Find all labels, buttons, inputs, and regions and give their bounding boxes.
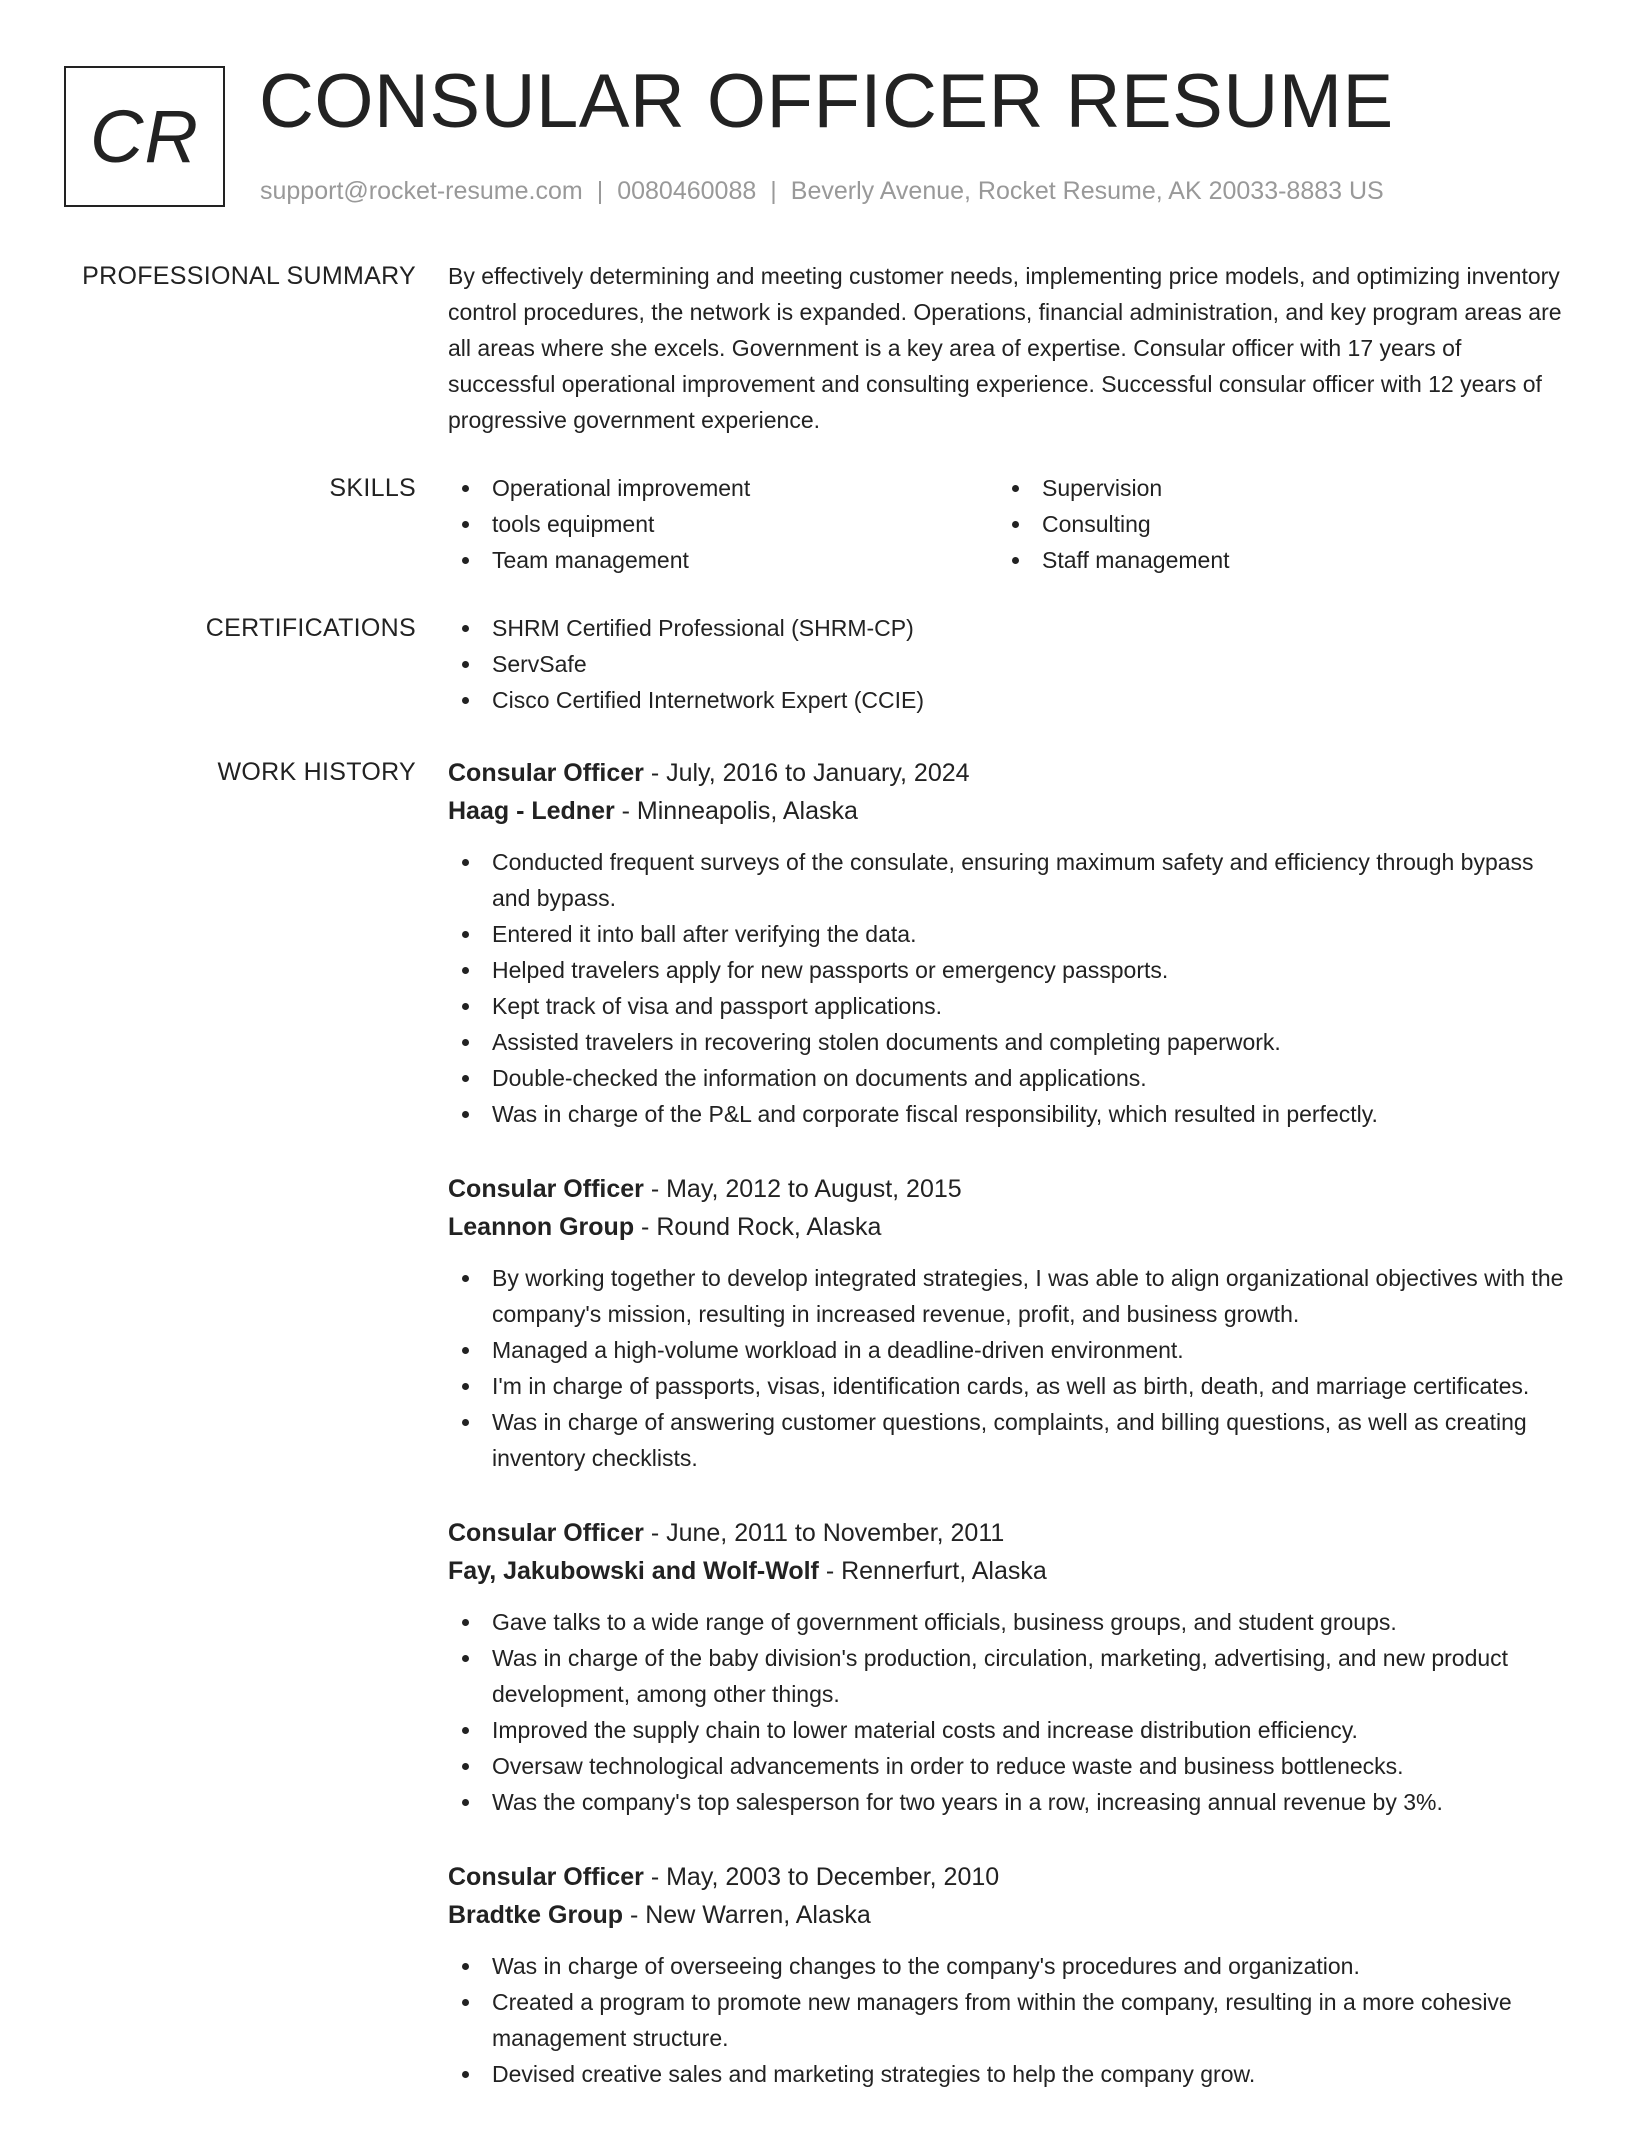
job-company-line [448, 1208, 1568, 1246]
job-bullet: By working together to develop integrated strategies, I was able to align organizational objectives with the company's mission, resulting in increased revenue, profit, and business growth. [448, 1260, 1568, 1332]
job-title-line [448, 1858, 1568, 1896]
job-dates: - May, 2003 to December, 2010 [643, 1863, 1000, 1891]
job-title-line [448, 1514, 1568, 1552]
job-company: Leannon Group [448, 1213, 635, 1241]
job-company: Haag - Ledner [448, 797, 615, 825]
job-dates: - June, 2011 to November, 2011 [643, 1519, 1005, 1547]
job-bullet: Was the company's top salesperson for two years in a row, increasing annual revenue by 3%. [448, 1784, 1568, 1820]
job-company-line [448, 792, 1568, 830]
job-bullet: Kept track of visa and passport applications. [448, 988, 1568, 1024]
job-bullet: Improved the supply chain to lower material costs and increase distribution efficiency. [448, 1712, 1568, 1748]
job-company-line [448, 1552, 1568, 1590]
job-bullet: Managed a high-volume workload in a deadline-driven environment. [448, 1332, 1568, 1368]
job-company: Fay, Jakubowski and Wolf-Wolf [448, 1557, 819, 1585]
skill-item: Team management [448, 542, 998, 578]
skills-label: SKILLS [329, 474, 416, 502]
job-title: Consular Officer [448, 1863, 644, 1891]
skills-column-left [448, 470, 998, 578]
contact-email: support@rocket-resume.com [260, 177, 583, 205]
job-title-line [448, 754, 1568, 792]
work-history-label: WORK HISTORY [217, 758, 416, 786]
summary-label: PROFESSIONAL SUMMARY [82, 262, 416, 290]
job-bullet: Helped travelers apply for new passports or emergency passports. [448, 952, 1568, 988]
job-bullet: Conducted frequent surveys of the consulate, ensuring maximum safety and efficiency through bypass and bypass. [448, 844, 1568, 916]
job-entry [448, 1514, 1568, 1820]
job-bullet: Created a program to promote new managers from within the company, resulting in a more cohesive management structure. [448, 1984, 1568, 2056]
job-title: Consular Officer [448, 1175, 644, 1203]
skill-item: Consulting [998, 506, 1548, 542]
job-bullet: Was in charge of the baby division's production, circulation, marketing, advertising, and new product development, among other things. [448, 1640, 1568, 1712]
certification-item: SHRM Certified Professional (SHRM-CP) [448, 610, 1568, 646]
job-entry [448, 1858, 1568, 2092]
job-title: Consular Officer [448, 759, 644, 787]
certification-item: ServSafe [448, 646, 1568, 682]
job-bullets [448, 1260, 1568, 1476]
job-bullet: I'm in charge of passports, visas, identification cards, as well as birth, death, and marriage certificates. [448, 1368, 1568, 1404]
certification-item: Cisco Certified Internetwork Expert (CCIE) [448, 682, 1568, 718]
job-dates: - May, 2012 to August, 2015 [643, 1175, 962, 1203]
skills-column-right [998, 470, 1548, 578]
job-bullet: Assisted travelers in recovering stolen documents and completing paperwork. [448, 1024, 1568, 1060]
monogram-initials: CR [90, 95, 199, 178]
job-dates: - July, 2016 to January, 2024 [643, 759, 970, 787]
job-title: Consular Officer [448, 1519, 644, 1547]
job-company-line [448, 1896, 1568, 1934]
contact-line [260, 175, 1384, 207]
job-location: - New Warren, Alaska [623, 1901, 871, 1929]
certifications-label: CERTIFICATIONS [205, 614, 416, 642]
contact-address: Beverly Avenue, Rocket Resume, AK 20033-8883 US [790, 177, 1384, 205]
job-bullet: Gave talks to a wide range of government officials, business groups, and student groups. [448, 1604, 1568, 1640]
job-title-line [448, 1170, 1568, 1208]
skill-item: Staff management [998, 542, 1548, 578]
resume-title: CONSULAR OFFICER RESUME [259, 59, 1394, 144]
job-location: - Round Rock, Alaska [634, 1213, 882, 1241]
monogram-box [64, 66, 225, 207]
skill-item: Operational improvement [448, 470, 998, 506]
job-location: - Rennerfurt, Alaska [818, 1557, 1047, 1585]
certifications-list [448, 610, 1568, 718]
skill-item: Supervision [998, 470, 1548, 506]
job-bullet: Was in charge of the P&L and corporate fiscal responsibility, which resulted in perfectly. [448, 1096, 1568, 1132]
job-bullet: Oversaw technological advancements in order to reduce waste and business bottlenecks. [448, 1748, 1568, 1784]
job-bullets [448, 844, 1568, 1132]
skill-item: tools equipment [448, 506, 998, 542]
job-company: Bradtke Group [448, 1901, 624, 1929]
job-entry [448, 754, 1568, 1132]
job-bullets [448, 1948, 1568, 2092]
job-location: - Minneapolis, Alaska [614, 797, 858, 825]
contact-separator: | [770, 177, 777, 205]
contact-separator: | [596, 177, 604, 205]
job-bullet: Devised creative sales and marketing strategies to help the company grow. [448, 2056, 1568, 2092]
job-bullet: Double-checked the information on documents and applications. [448, 1060, 1568, 1096]
contact-phone: 0080460088 [617, 177, 757, 205]
job-entry [448, 1170, 1568, 1476]
job-bullet: Was in charge of answering customer questions, complaints, and billing questions, as well as creating inventory checklists. [448, 1404, 1568, 1476]
job-bullet: Was in charge of overseeing changes to the company's procedures and organization. [448, 1948, 1568, 1984]
job-bullets [448, 1604, 1568, 1820]
job-bullet: Entered it into ball after verifying the data. [448, 916, 1568, 952]
summary-text: By effectively determining and meeting customer needs, implementing price models, and optimizing inventory control procedures, the network is expanded. Operations, financial administration, and key program areas are all areas where she excels. Government is a key area of expertise. Consular officer with 17 years of successful operational improvement and consulting experience. Successful consular officer with 12 years of progressive government experience. [448, 263, 1562, 433]
